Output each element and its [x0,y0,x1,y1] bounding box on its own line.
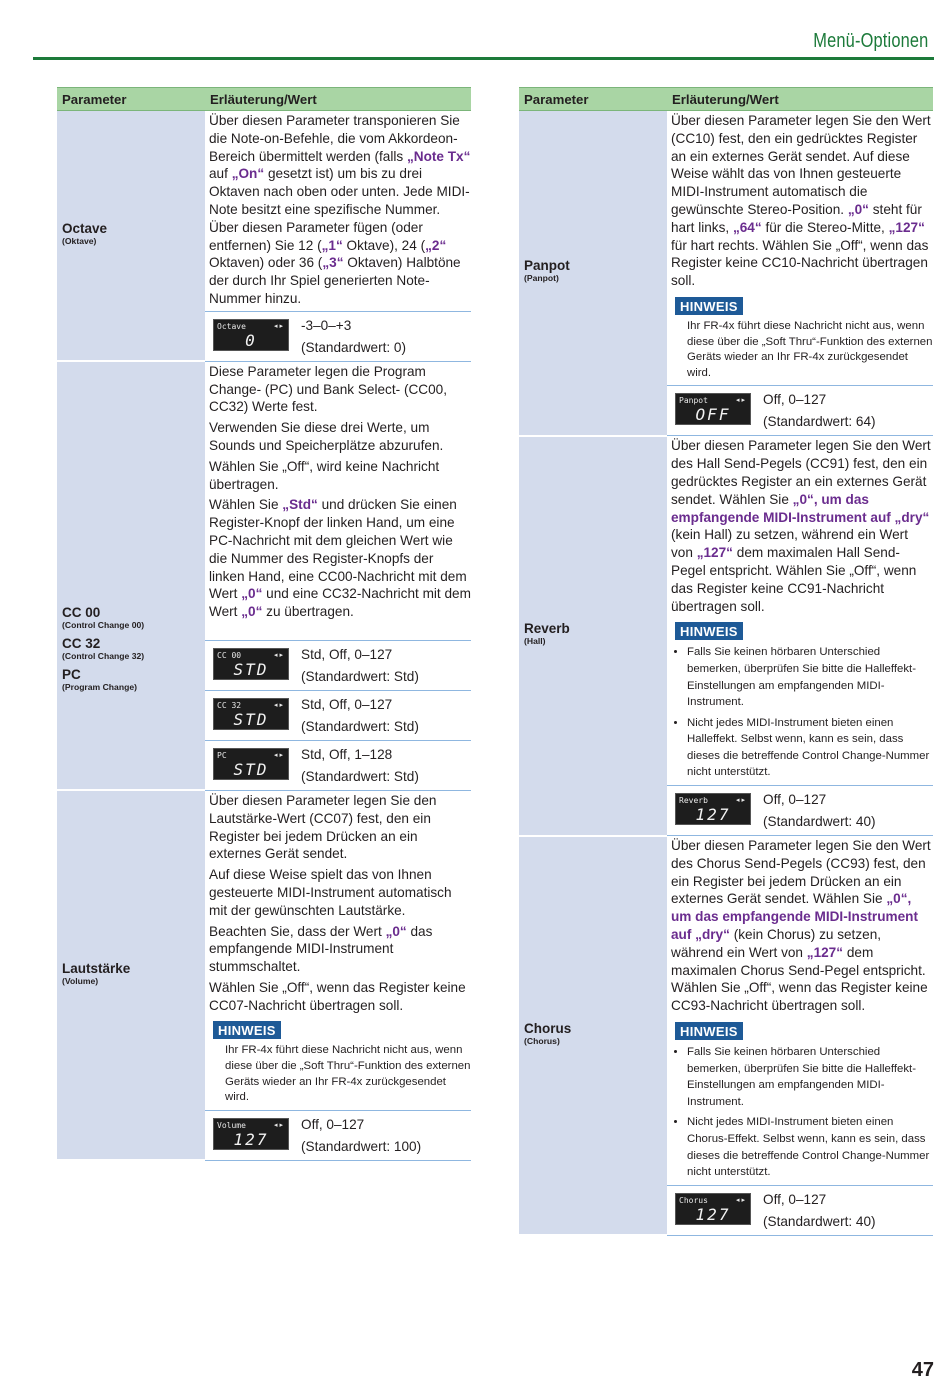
note-badge: HINWEIS [213,1021,281,1039]
lcd-display [213,748,289,780]
param-subname: (Control Change 32) [62,651,145,662]
param-subname: (Oktave) [62,236,97,247]
value-range: Std, Off, 0–127 [301,646,393,662]
default-value: (Standardwert: 40) [763,1213,876,1229]
lcd-label: Chorus [679,1195,708,1205]
highlighted-value: „0“ [241,604,263,620]
note-badge: HINWEIS [675,1022,743,1040]
default-value: (Standardwert: 0) [301,339,407,355]
highlighted-value: „2“ [425,237,447,253]
lcd-display [213,1118,289,1150]
param-name: PC [62,667,81,683]
value-chorus [667,1185,933,1235]
lcd-display [675,1193,751,1225]
highlighted-value: „1“ [321,237,343,253]
lcd-label: Panpot [679,396,708,406]
desc-reverb [667,436,933,786]
value-range: Std, Off, 0–127 [301,696,393,712]
value-reverb [667,786,933,836]
note-item: • Falls Sie keinen hörbaren Unterschied bemerken, überprüfen Sie bitte die Halleffekt-Einstellungen am empfangenden MIDI-Instrument. [687,644,933,710]
lcd-arrow-icon: ◂ ▸ [274,1121,283,1129]
highlighted-value: „Std“ [282,497,318,513]
default-value: (Standardwert: Std) [301,668,419,684]
highlighted-value: „3“ [322,255,344,271]
desc-octave [205,111,471,312]
desc-cc-pc [205,361,471,640]
lcd-display [213,319,289,351]
value-range: -3–0–+3 [301,317,352,333]
lcd-display [213,648,289,680]
param-subname: (Hall) [524,636,546,647]
param-name: Reverb [524,621,570,637]
note-list [671,1044,933,1181]
value-cc32 [205,690,471,740]
note-list [671,644,933,781]
desc-volume [205,790,471,1110]
note-badge: HINWEIS [675,622,743,640]
lcd-value: 0 [245,330,257,350]
lcd-label: PC [217,750,227,760]
value-pc [205,740,471,790]
description-text [209,792,471,1015]
lcd-arrow-icon: ◂ ▸ [274,751,283,759]
col-header-parameter: Parameter [519,88,667,111]
param-subname: (Chorus) [524,1035,560,1046]
left-parameter-table [57,87,471,1161]
highlighted-value: „0“, um das empfangende MIDI-Instrument auf „dry“ [671,891,918,943]
param-chorus [519,836,667,1236]
desc-chorus [667,836,933,1186]
lcd-value: STD [233,759,269,779]
description-text [209,112,471,308]
value-range: Off, 0–127 [763,792,827,808]
paragraph: Wählen Sie „Off“, wenn das Register keine CC07-Nachricht übertragen soll. [209,979,466,1013]
description-text [671,837,933,1015]
description-text [671,437,933,615]
param-volume [57,790,205,1160]
value-range: Off, 0–127 [763,1191,827,1207]
note-item: • Nicht jedes MIDI-Instrument bieten einen Chorus-Effekt. Selbst wenn, kann es sein, dass dieses die betreffende Control Change-Nummer nicht unterstützt. [687,1114,933,1180]
param-subname: (Volume) [62,975,99,986]
highlighted-value: „64“ [732,219,762,235]
param-cc-pc [57,361,205,790]
value-octave [205,311,471,361]
lcd-value: STD [233,709,269,729]
lcd-arrow-icon: ◂ ▸ [274,322,283,330]
param-subname: (Panpot) [524,273,559,284]
note-item: • Falls Sie keinen hörbaren Unterschied bemerken, überprüfen Sie bitte die Halleffekt-Einstellungen am empfangenden MIDI-Instrument. [687,1044,933,1110]
lcd-arrow-icon: ◂ ▸ [736,797,745,805]
default-value: (Standardwert: 100) [301,1138,422,1154]
highlighted-value: „0“ [241,586,263,602]
paragraph: Über diesen Parameter transponieren Sie die Note-on-Befehle, die vom Akkordeon-Bereich übermittelt werden (falls „Note Tx“ auf „On“ gesetzt ist) um bis zu drei Oktaven nach oben oder unten. Jede MIDI-Note besitzt eine spezifische Nummer. Über diesen Parameter fügen (oder entfernen) Sie 12 („1“ Oktave), 24 („2“ Oktaven) oder 36 („3“ Oktaven) Halbtöne der durch Ihr Spiel generierten Note-Nummer hinzu. [209,113,471,306]
param-name: CC 32 [62,636,101,652]
param-name: Panpot [524,258,570,274]
lcd-display [675,793,751,825]
paragraph: Verwenden Sie diese drei Werte, um Sounds und Speicherplätze abzurufen. [209,420,444,453]
lcd-arrow-icon: ◂ ▸ [274,701,283,709]
lcd-display [675,393,751,425]
lcd-display [213,698,289,730]
value-range: Std, Off, 1–128 [301,746,393,762]
note-text: Ihr FR-4x führt diese Nachricht nicht aus, wenn diese über die „Soft Thru“-Funktion des externen Geräts wieder an Ihr FR-4x zurückgesendet wird. [225,1044,471,1104]
value-range: Off, 0–127 [301,1116,365,1132]
description-text [209,363,471,621]
highlighted-value: „0“, um das empfangende MIDI-Instrument auf „dry“ [671,491,930,525]
highlighted-value: „127“ [696,545,733,561]
paragraph: Diese Parameter legen die Program Change- (PC) und Bank Select- (CC00, CC32) Werte fest. [209,363,447,415]
page-number: 47 [911,1359,934,1381]
paragraph: Über diesen Parameter legen Sie den Wert (CC10) fest, den ein gedrücktes Register an ein externes Gerät sendet. Auf diese Weise wählt das von Ihnen gesteuerte MIDI-Instrument automatisch die gewünschte Stereo-Position. „0“ steht für hart links, „64“ für die Stereo-Mitte, „127“ für hart rechts. Wählen Sie „Off“, wenn das Register keine CC10-Nachricht übertragen soll. [671,113,931,289]
default-value: (Standardwert: 64) [763,414,876,430]
value-volume [205,1110,471,1160]
param-subname: (Control Change 00) [62,620,145,631]
paragraph: Über diesen Parameter legen Sie den Wert des Hall Send-Pegels (CC91) fest, den ein gedrücktes Register an ein externes Gerät sendet. Wählen Sie „0“, um das empfangende MIDI-Instrument auf „dry“ (kein Hall) zu setzen, während ein Wert von „127“ dem maximalen Hall Send-Pegel entspricht. Wählen Sie „Off“, wenn das Register keine CC91-Nachricht übertragen soll. [671,438,931,614]
paragraph: Beachten Sie, dass der Wert „0“ das empfangende MIDI-Instrument stummschaltet. [209,923,433,975]
highlighted-value: „Note Tx“ [406,148,471,164]
lcd-value: 127 [695,805,731,825]
lcd-arrow-icon: ◂ ▸ [274,651,283,659]
paragraph: Wählen Sie „Std“ und drücken Sie einen Register-Knopf der linken Hand, um eine PC-Nachricht mit dem gleichen Wert wie die Nummer des Register-Knopfs der linken Hand, eine CC00-Nachricht mit dem Wert „0“ und eine CC32-Nachricht mit dem Wert „0“ zu übertragen. [209,497,471,620]
description-text [671,112,933,290]
lcd-arrow-icon: ◂ ▸ [736,397,745,405]
lcd-value: OFF [695,405,731,425]
value-cc00 [205,640,471,690]
lcd-label: CC 32 [217,700,242,710]
default-value: (Standardwert: 40) [763,814,876,830]
col-header-parameter: Parameter [57,88,205,111]
highlighted-value: „127“ [806,944,844,960]
note-item: • Nicht jedes MIDI-Instrument bieten einen Halleffekt. Selbst wenn, kann es sein, dass dieses die betreffende Control Change-Nummer nicht unterstützt. [687,715,933,781]
desc-panpot [667,111,933,386]
lcd-value: STD [233,659,269,679]
default-value: (Standardwert: Std) [301,718,419,734]
param-octave [57,111,205,362]
highlighted-value: „0“ [385,923,407,939]
paragraph: Über diesen Parameter legen Sie den Wert des Chorus Send-Pegels (CC93) fest, den ein Register bei jedem Drücken an ein externes Gerät sendet. Wählen Sie „0“, um das empfangende MIDI-Instrument auf „dry“ (kein Chorus) zu setzen, während ein Wert von „127“ dem maximalen Chorus Send-Pegel entspricht. Wählen Sie „Off“, wenn das Register keine CC93-Nachricht übertragen soll. [671,838,931,1014]
param-name: Octave [62,221,108,237]
value-panpot [667,386,933,436]
lcd-value: 127 [233,1129,269,1149]
default-value: (Standardwert: Std) [301,768,419,784]
value-range: Off, 0–127 [763,392,827,408]
param-subname: (Program Change) [62,682,137,693]
lcd-label: Volume [217,1120,246,1130]
param-name: Lautstärke [62,960,131,976]
lcd-arrow-icon: ◂ ▸ [736,1196,745,1204]
paragraph: Wählen Sie „Off“, wird keine Nachricht übertragen. [209,458,440,492]
paragraph: Auf diese Weise spielt das von Ihnen gesteuerte MIDI-Instrument automatisch mit der gewünschten Lautstärke. [209,867,452,918]
lcd-value: 127 [695,1204,731,1224]
col-header-description: Erläuterung/Wert [667,88,933,111]
lcd-label: Reverb [679,796,708,806]
col-header-description: Erläuterung/Wert [205,88,471,111]
param-panpot [519,111,667,436]
highlighted-value: „On“ [231,166,265,182]
highlighted-value: „0“ [847,201,869,217]
note-text: Ihr FR-4x führt diese Nachricht nicht aus, wenn diese über die „Soft Thru“-Funktion des externen Geräts wieder an Ihr FR-4x zurückgesendet wird. [687,319,933,379]
param-reverb [519,436,667,836]
header-rule [33,57,934,60]
note-badge: HINWEIS [675,297,743,315]
lcd-label: CC 00 [217,650,242,660]
lcd-label: Octave [217,321,246,331]
param-name: CC 00 [62,605,101,621]
highlighted-value: „127“ [888,219,925,235]
header-title: Menü-Optionen [812,30,928,52]
right-parameter-table [519,87,933,1236]
param-name: Chorus [524,1020,572,1036]
paragraph: Über diesen Parameter legen Sie den Lautstärke-Wert (CC07) fest, den ein Register bei jedem Drücken an ein externes Gerät sendet. [209,792,437,862]
